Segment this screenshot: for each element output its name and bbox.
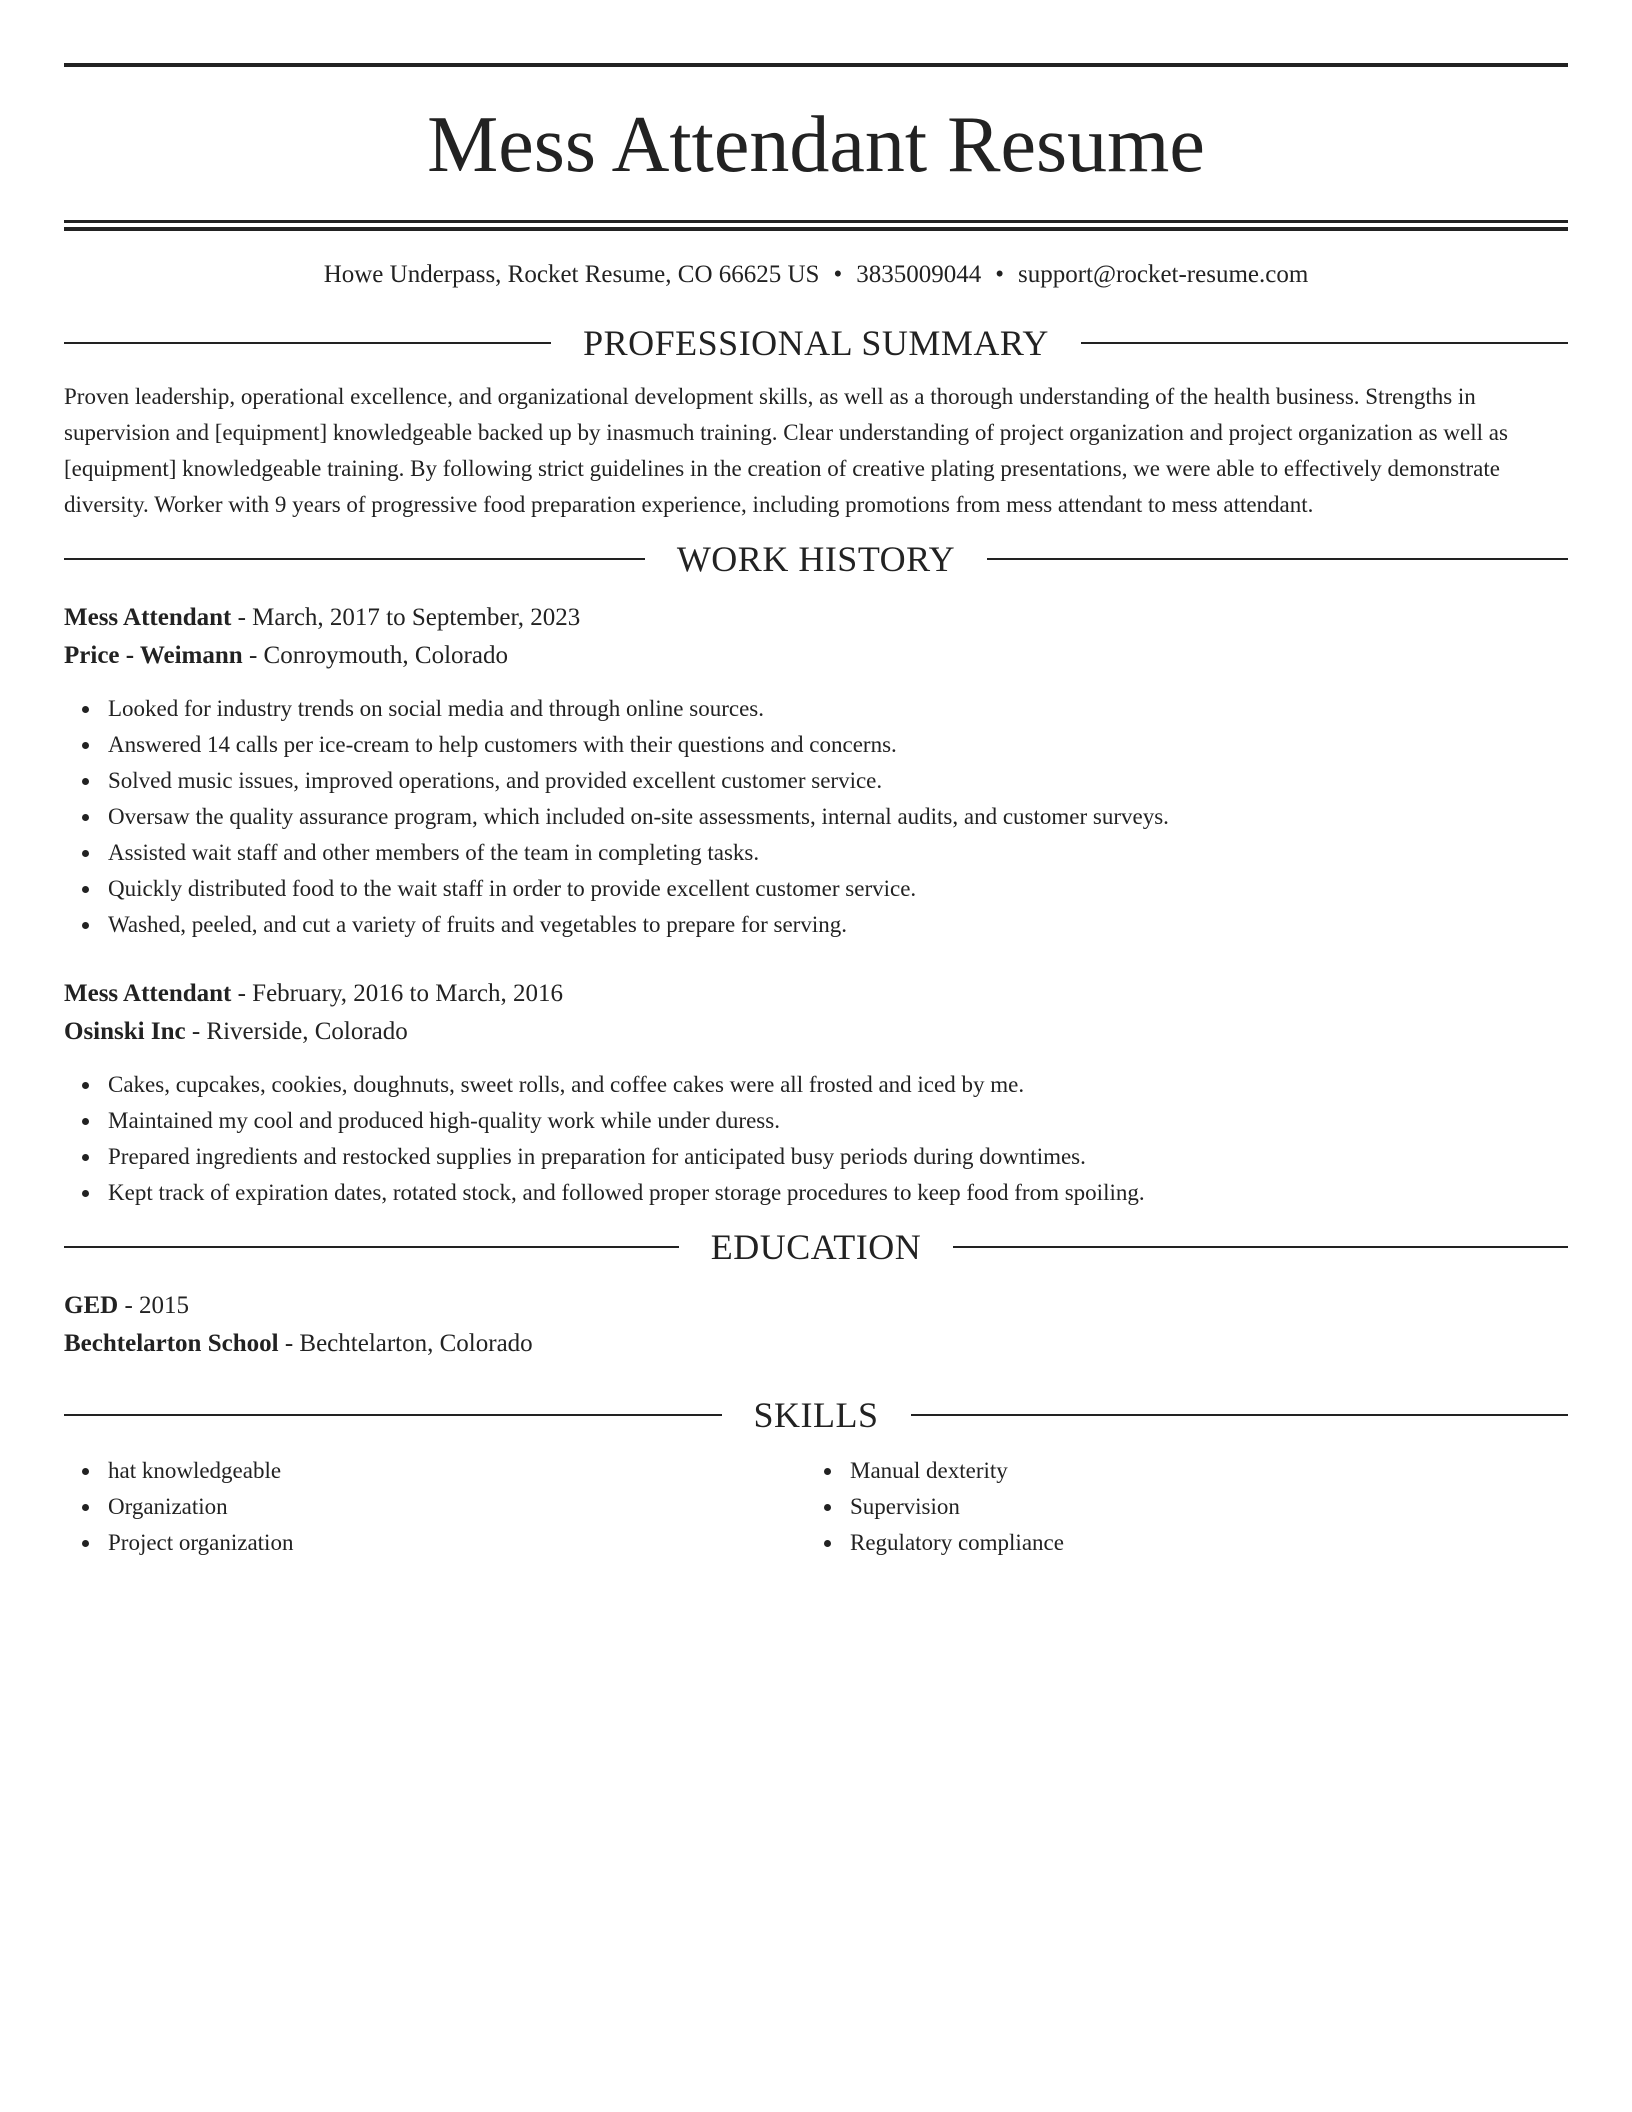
summary-text: Proven leadership, operational excellence, and organizational development skills, as well as a thorough understanding of the health business. Strengths in supervision and [equipment] knowledgeable backed up by inasmuch training. Clear understanding of project organization and project organization as well as [equipment] knowledgeable training. By following strict guidelines in the creation of creative plating presentations, we were able to effectively demonstrate diversity. Worker with 9 years of progressive food preparation experience, including promotions from mess attendant to mess attendant. [64,384,1508,517]
job-title: Mess Attendant [64,980,232,1007]
education-degree-line [64,1287,1568,1325]
contact-email: support@rocket-resume.com [1018,261,1309,288]
skill-item: Project organization [64,1525,806,1561]
skill-item: hat knowledgeable [64,1453,806,1489]
list-item: Answered 14 calls per ice-cream to help customers with their questions and concerns. [64,727,1568,763]
divider-line [1081,342,1568,344]
skill-item: Manual dexterity [806,1453,1548,1489]
section-title-work: WORK HISTORY [676,539,956,579]
divider-line [64,1414,722,1416]
list-item: Washed, peeled, and cut a variety of fruits and vegetables to prepare for serving. [64,907,1568,943]
job-company-line [64,1013,1568,1051]
title-double-rule [64,220,1568,231]
skills-column-left [64,1453,806,1561]
list-item: Assisted wait staff and other members of the team in completing tasks. [64,835,1568,871]
section-title-summary: PROFESSIONAL SUMMARY [583,323,1049,363]
skills-list [64,1453,1568,1561]
skill-item: Regulatory compliance [806,1525,1548,1561]
list-item: Looked for industry trends on social media and through online sources. [64,691,1568,727]
skill-item: Organization [64,1489,806,1525]
divider-line [911,1414,1569,1416]
section-header-work [64,537,1568,581]
contact-line [64,259,1568,291]
divider-line [987,558,1568,560]
education-school: Bechtelarton School [64,1330,279,1357]
job-duties-list [64,1067,1568,1211]
job-company: Osinski Inc [64,1018,186,1045]
contact-separator: • [833,261,843,288]
job-dates: - February, 2016 to March, 2016 [231,980,563,1007]
contact-phone: 3835009044 [856,261,982,288]
skills-column-right [806,1453,1548,1561]
job-title-line [64,975,1568,1013]
resume-page [64,63,1568,1561]
section-title-education: EDUCATION [710,1227,922,1267]
list-item: Kept track of expiration dates, rotated stock, and followed proper storage procedures to keep food from spoiling. [64,1175,1568,1211]
list-item: Cakes, cupcakes, cookies, doughnuts, sweet rolls, and coffee cakes were all frosted and iced by me. [64,1067,1568,1103]
section-title-skills: SKILLS [753,1395,879,1435]
page-title: Mess Attendant Resume [427,101,1205,189]
job-company: Price - Weimann [64,642,243,669]
list-item: Quickly distributed food to the wait staff in order to provide excellent customer service. [64,871,1568,907]
education-entry [64,1287,1568,1363]
contact-address: Howe Underpass, Rocket Resume, CO 66625 US [323,261,820,288]
education-location: - Bechtelarton, Colorado [278,1330,533,1357]
job-title: Mess Attendant [64,604,232,631]
top-rule [64,63,1568,67]
job-duties-list [64,691,1568,943]
divider-line [64,558,645,560]
divider-line [64,342,551,344]
job-location: - Conroymouth, Colorado [242,642,508,669]
job-dates: - March, 2017 to September, 2023 [231,604,581,631]
list-item: Oversaw the quality assurance program, which included on-site assessments, internal audits, and customer surveys. [64,799,1568,835]
list-item: Maintained my cool and produced high-quality work while under duress. [64,1103,1568,1139]
education-year: - 2015 [118,1292,190,1319]
job-title-line [64,599,1568,637]
section-header-education [64,1225,1568,1269]
divider-line [64,1246,679,1248]
section-header-skills [64,1393,1568,1437]
list-item: Prepared ingredients and restocked supplies in preparation for anticipated busy periods during downtimes. [64,1139,1568,1175]
divider-line [953,1246,1568,1248]
job-company-line [64,637,1568,675]
skill-item: Supervision [806,1489,1548,1525]
list-item: Solved music issues, improved operations, and provided excellent customer service. [64,763,1568,799]
section-header-summary [64,321,1568,365]
job-location: - Riverside, Colorado [185,1018,408,1045]
job-entry [64,599,1568,943]
education-school-line [64,1325,1568,1363]
education-degree: GED [64,1292,119,1319]
contact-separator: • [995,261,1004,288]
job-entry [64,975,1568,1211]
